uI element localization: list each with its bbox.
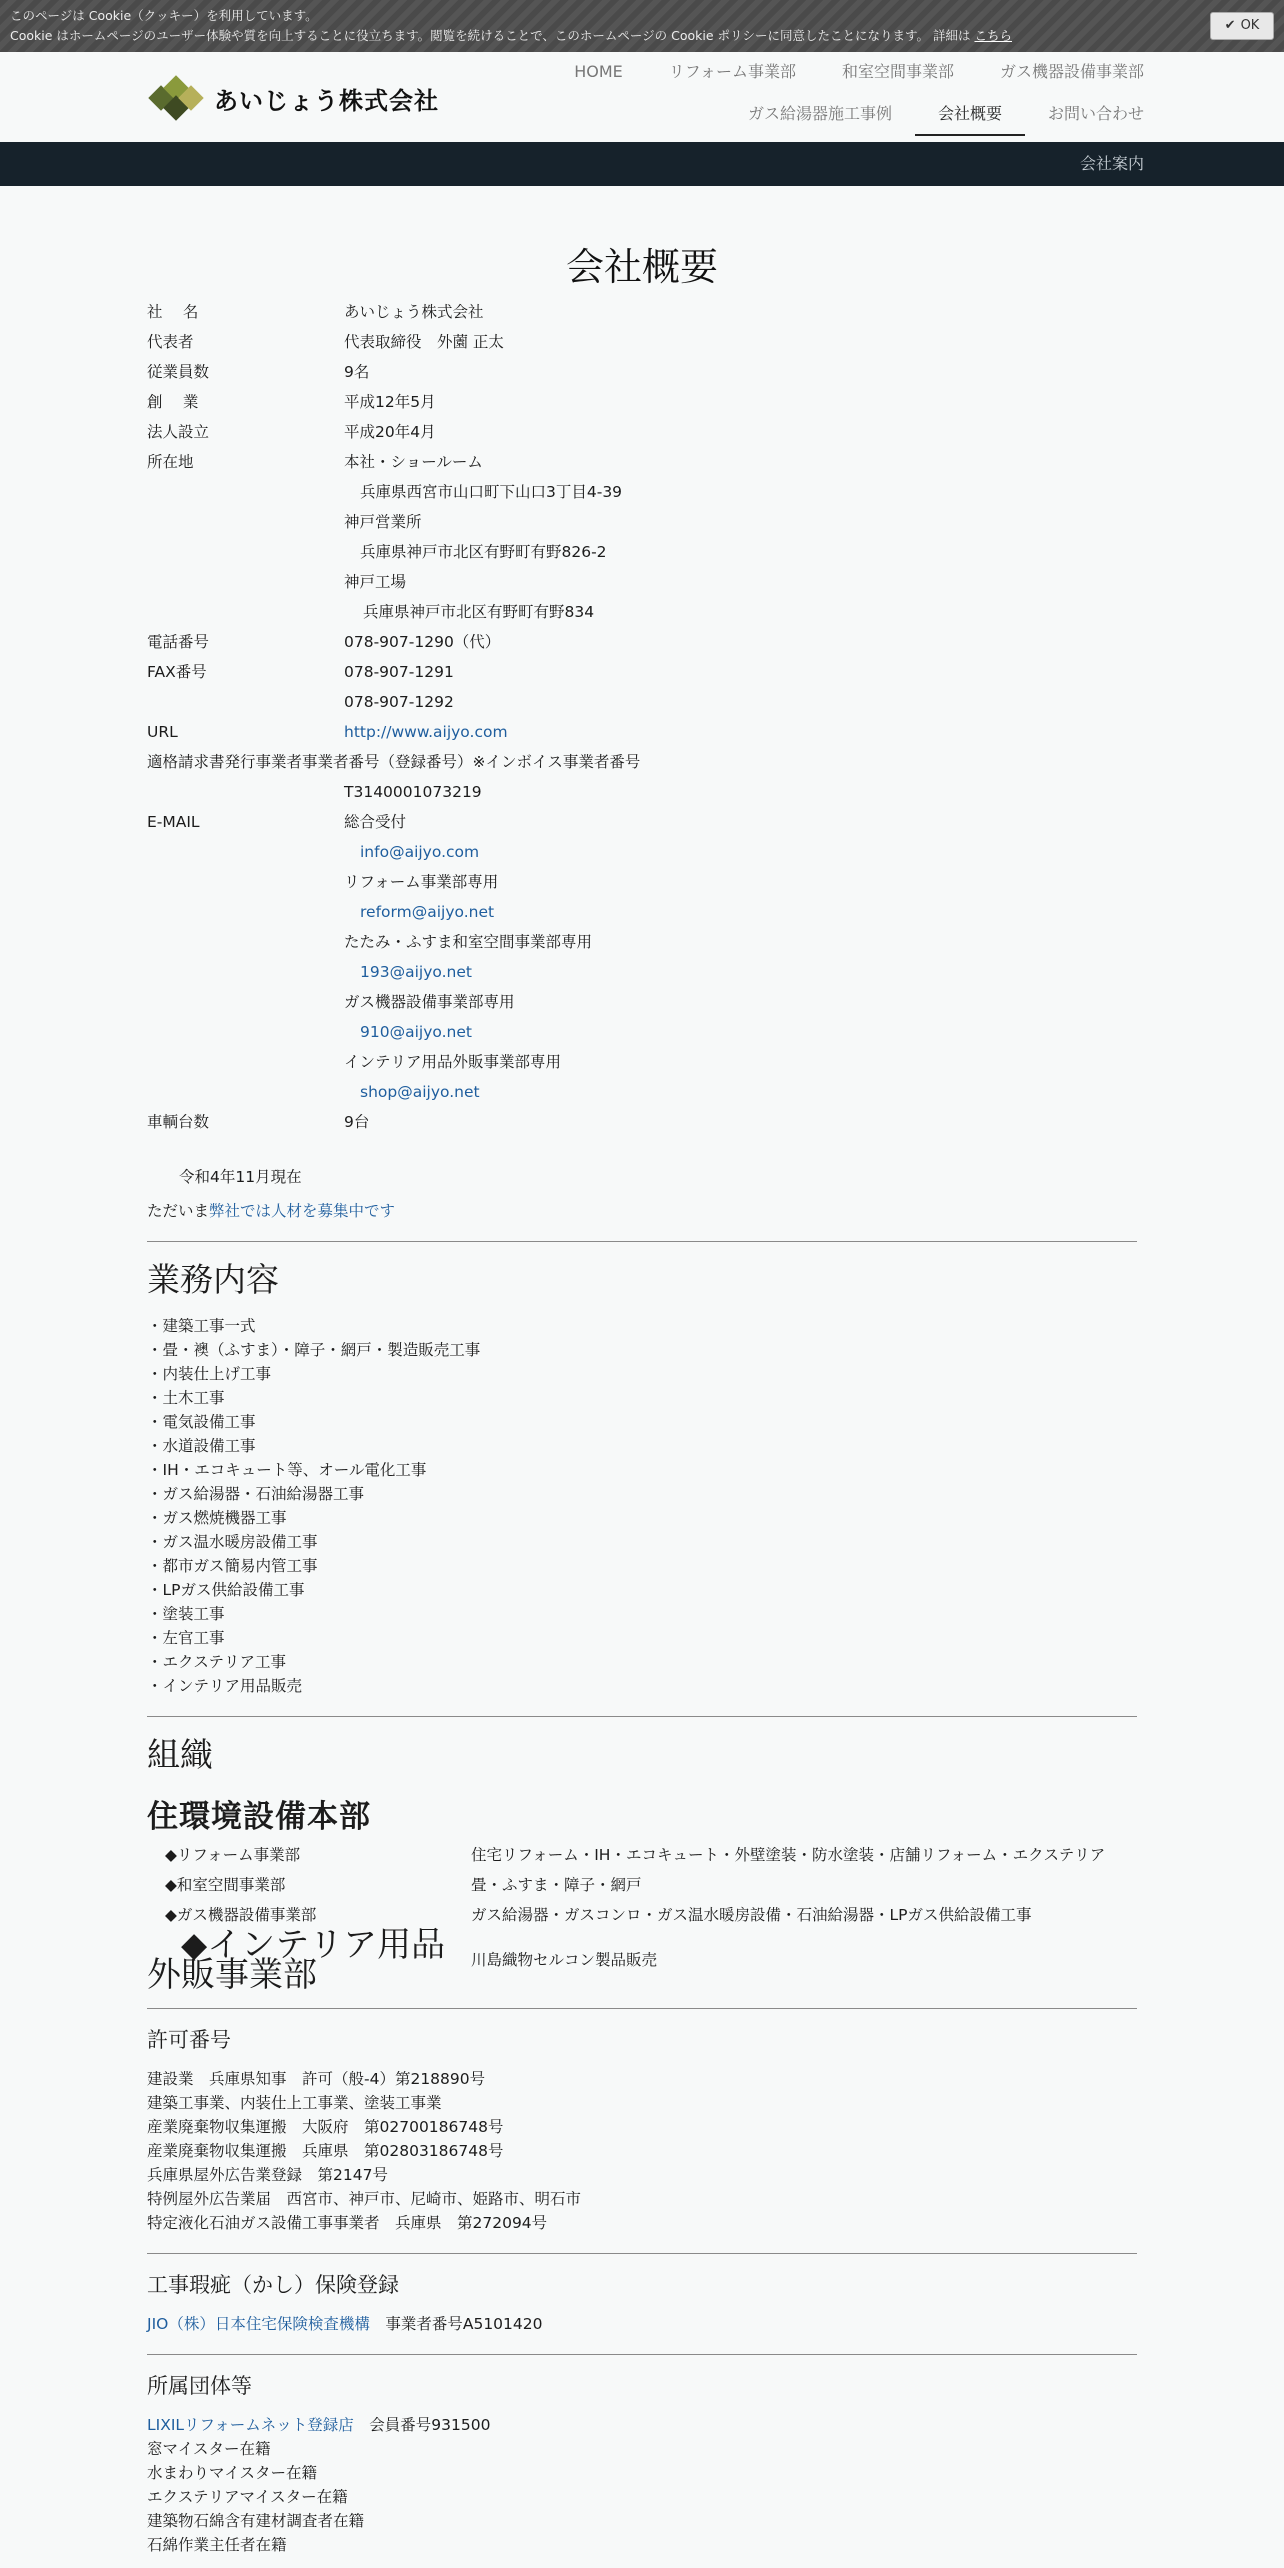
org-heading: 組織 <box>147 1735 213 1774</box>
email-link-910[interactable]: 910@aijyo.net <box>360 1023 472 1041</box>
insurance-line <box>147 2312 1137 2336</box>
license-list <box>147 2067 1137 2235</box>
assoc-heading: 所属団体等 <box>147 2374 252 2398</box>
list-item: 産業廃棄物収集運搬 大阪府 第02700186748号 <box>147 2118 504 2136</box>
table-row <box>147 1840 1137 1870</box>
list-item: ・建築工事一式 <box>147 1317 256 1335</box>
row-value: T3140001073219 <box>344 783 482 801</box>
cookie-banner <box>0 0 1284 52</box>
table-row <box>147 837 1137 867</box>
row-value: 神戸工場 <box>344 573 407 591</box>
table-row <box>147 1047 1137 1077</box>
dept-desc: ガス給湯器・ガスコンロ・ガス温水暖房設備・石油給湯器・LPガス供給設備工事 <box>471 1906 1032 1924</box>
dept-name-line-1: ◆インテリア用品 <box>181 1925 446 1965</box>
table-row <box>147 597 1137 627</box>
dept-name: ◆リフォーム事業部 <box>165 1846 301 1864</box>
assoc-list <box>147 2413 1137 2557</box>
list-item: ・左官工事 <box>147 1629 225 1647</box>
cookie-text-1: このページは Cookie（クッキー）を利用しています。 <box>10 8 318 23</box>
email-link-shop[interactable]: shop@aijyo.net <box>360 1083 480 1101</box>
recruit-link[interactable]: 弊社では人材を募集中です <box>209 1202 396 1220</box>
insurance-number: 事業者番号A5101420 <box>369 2315 543 2333</box>
cookie-policy-link[interactable]: こちら <box>974 28 1012 43</box>
row-value: リフォーム事業部専用 <box>344 873 499 891</box>
cookie-text-2: Cookie はホームページのユーザー体験や質を向上することに役立ちます。閲覧を続けることで、このホームページの Cookie ポリシーに同意したことになります。 詳細は こちら <box>10 28 1012 43</box>
list-item: エクステリアマイスター在籍 <box>147 2488 348 2506</box>
website-link[interactable]: http://www.aijyo.com <box>344 723 508 741</box>
list-item: 建築工事業、内装仕上工事業、塗装工事業 <box>147 2094 442 2112</box>
dept-name: ◆和室空間事業部 <box>165 1876 286 1894</box>
page-title: 会社概要 <box>565 245 718 289</box>
address-value: 兵庫県西宮市山口町下山口3丁目4-39 <box>360 483 623 501</box>
member-number: 会員番号931500 <box>353 2416 491 2434</box>
table-row <box>147 777 1137 807</box>
row-label: URL <box>147 723 178 741</box>
list-item: 特定液化石油ガス設備工事事業者 兵庫県 第272094号 <box>147 2214 548 2232</box>
list-item: ・電気設備工事 <box>147 1413 256 1431</box>
nav-company[interactable]: 会社概要 <box>915 94 1025 136</box>
list-item: ・塗装工事 <box>147 1605 225 1623</box>
row-value: 9台 <box>344 1113 370 1131</box>
row-label: 適格請求書発行事業者事業者番号（登録番号）※インボイス事業者番号 <box>147 753 641 771</box>
nav-reform[interactable]: リフォーム事業部 <box>668 62 796 81</box>
table-row <box>147 327 1137 357</box>
row-value: 平成20年4月 <box>344 423 436 441</box>
lixil-link[interactable]: LIXILリフォームネット登録店 <box>147 2416 354 2434</box>
as-of-note: 令和4年11月現在 <box>179 1168 302 1186</box>
row-value: インテリア用品外販事業部専用 <box>344 1053 562 1071</box>
row-label: 法人設立 <box>147 423 210 441</box>
table-row <box>147 1017 1137 1047</box>
dept-name-large <box>147 1925 471 1995</box>
company-info-table <box>147 297 1137 1137</box>
cookie-ok-label: OK <box>1240 18 1260 33</box>
cookie-ok-button[interactable] <box>1210 12 1274 40</box>
row-value: 078-907-1292 <box>344 693 454 711</box>
breadcrumb: 会社案内 <box>1079 154 1144 173</box>
row-label: E-MAIL <box>147 813 200 831</box>
row-value: ガス機器設備事業部専用 <box>344 993 515 1011</box>
business-heading: 業務内容 <box>147 1260 279 1299</box>
list-item: ・LPガス供給設備工事 <box>147 1581 305 1599</box>
row-value: あいじょう株式会社 <box>344 303 484 321</box>
site-header <box>0 52 1284 142</box>
dept-desc: 川島織物セルコン製品販売 <box>471 1951 658 1969</box>
main-content <box>147 186 1137 2557</box>
row-value: 078-907-1291 <box>344 663 454 681</box>
logo[interactable] <box>148 78 439 118</box>
org-division-head: 住環境設備本部 <box>147 1799 371 1835</box>
list-item: ・ガス温水暖房設備工事 <box>147 1533 318 1551</box>
row-value: 総合受付 <box>344 813 407 831</box>
list-item: 石綿作業主任者在籍 <box>147 2536 287 2554</box>
table-row <box>147 717 1137 747</box>
business-list <box>147 1314 1137 1698</box>
row-label: FAX番号 <box>147 663 207 681</box>
list-item: 建築物石綿含有建材調査者在籍 <box>147 2512 365 2530</box>
insurance-heading: 工事瑕疵（かし）保険登録 <box>147 2273 399 2297</box>
row-value: 代表取締役 外薗 正太 <box>344 333 504 351</box>
table-row <box>147 567 1137 597</box>
list-item: ・畳・襖（ふすま）・障子・網戸・製造販売工事 <box>147 1341 481 1359</box>
check-icon: ✔ <box>1224 18 1236 33</box>
table-row <box>147 1107 1137 1137</box>
dept-desc: 畳・ふすま・障子・網戸 <box>471 1876 642 1894</box>
table-row <box>147 867 1137 897</box>
email-link-reform[interactable]: reform@aijyo.net <box>360 903 495 921</box>
jio-link[interactable]: JIO（株）日本住宅保険検査機構 <box>147 2315 370 2333</box>
org-table <box>147 1840 1137 1995</box>
nav-home[interactable]: HOME <box>574 62 623 81</box>
email-link-info[interactable]: info@aijyo.com <box>360 843 480 861</box>
row-value: 078-907-1290（代） <box>344 633 501 651</box>
divider <box>147 1241 1137 1242</box>
table-row <box>147 927 1137 957</box>
address-value: 兵庫県神戸市北区有野町有野834 <box>363 603 595 621</box>
nav-contact[interactable]: お問い合わせ <box>1047 104 1144 123</box>
table-row <box>147 987 1137 1017</box>
row-value: 9名 <box>344 363 370 381</box>
table-row <box>147 447 1137 477</box>
list-item: 特例屋外広告業届 西宮市、神戸市、尼崎市、姫路市、明石市 <box>147 2190 582 2208</box>
list-item: ・インテリア用品販売 <box>147 1677 303 1695</box>
list-item: ・水道設備工事 <box>147 1437 256 1455</box>
divider <box>147 2354 1137 2355</box>
table-row <box>147 387 1137 417</box>
table-row <box>147 357 1137 387</box>
row-label: 電話番号 <box>147 633 210 651</box>
table-row <box>147 507 1137 537</box>
email-link-193[interactable]: 193@aijyo.net <box>360 963 472 981</box>
table-row <box>147 807 1137 837</box>
list-item: ・ガス給湯器・石油給湯器工事 <box>147 1485 365 1503</box>
table-row <box>147 897 1137 927</box>
dept-name-line-2: 外販事業部 <box>147 1955 317 1995</box>
list-item: 建設業 兵庫県知事 許可（般-4）第218890号 <box>147 2070 486 2088</box>
row-label: 所在地 <box>147 453 194 471</box>
nav-gas[interactable]: ガス機器設備事業部 <box>999 62 1144 81</box>
divider <box>147 1716 1137 1717</box>
main-nav-row-1 <box>551 52 1167 92</box>
row-label: 社 名 <box>147 303 199 321</box>
table-row <box>147 957 1137 987</box>
row-label: 従業員数 <box>147 363 210 381</box>
nav-gas-cases[interactable]: ガス給湯器施工事例 <box>747 104 892 123</box>
table-row <box>147 477 1137 507</box>
table-row <box>147 417 1137 447</box>
divider <box>147 2253 1137 2254</box>
list-item: 窓マイスター在籍 <box>147 2440 271 2458</box>
row-label: 創 業 <box>147 393 199 411</box>
main-nav-row-2 <box>725 94 1167 136</box>
list-item: ・エクステリア工事 <box>147 1653 287 1671</box>
list-item: 水まわりマイスター在籍 <box>147 2464 318 2482</box>
row-label: 代表者 <box>147 333 194 351</box>
list-item <box>147 2413 1137 2437</box>
row-value: たたみ・ふすま和室空間事業部専用 <box>344 933 593 951</box>
logo-mark-icon <box>148 78 204 118</box>
table-row <box>147 1870 1137 1900</box>
list-item: ・ガス燃焼機器工事 <box>147 1509 287 1527</box>
table-row <box>147 747 1137 777</box>
nav-washitsu[interactable]: 和室空間事業部 <box>841 62 954 81</box>
table-row <box>147 1930 1137 1990</box>
table-row <box>147 687 1137 717</box>
sub-header-bar <box>0 142 1284 186</box>
recruit-line <box>147 1199 1137 1223</box>
list-item: ・土木工事 <box>147 1389 225 1407</box>
row-label: 車輌台数 <box>147 1113 210 1131</box>
row-value: 神戸営業所 <box>344 513 422 531</box>
list-item: ・内装仕上げ工事 <box>147 1365 272 1383</box>
list-item: ・都市ガス簡易内管工事 <box>147 1557 318 1575</box>
dept-name: ◆ガス機器設備事業部 <box>165 1906 317 1924</box>
table-row <box>147 657 1137 687</box>
recruit-prefix: ただいま <box>147 1202 210 1220</box>
logo-text: あいじょう株式会社 <box>214 85 439 115</box>
dept-desc: 住宅リフォーム・IH・エコキュート・外壁塗装・防水塗装・店舗リフォーム・エクステリア <box>471 1846 1106 1864</box>
address-value: 兵庫県神戸市北区有野町有野826-2 <box>360 543 607 561</box>
list-item: 産業廃棄物収集運搬 兵庫県 第02803186748号 <box>147 2142 504 2160</box>
table-row <box>147 297 1137 327</box>
table-row <box>147 537 1137 567</box>
list-item: 兵庫県屋外広告業登録 第2147号 <box>147 2166 388 2184</box>
license-heading: 許可番号 <box>147 2028 231 2052</box>
list-item: ・IH・エコキュート等、オール電化工事 <box>147 1461 427 1479</box>
divider <box>147 2008 1137 2009</box>
table-row <box>147 627 1137 657</box>
row-value: 平成12年5月 <box>344 393 436 411</box>
row-value: 本社・ショールーム <box>344 453 483 471</box>
table-row <box>147 1077 1137 1107</box>
